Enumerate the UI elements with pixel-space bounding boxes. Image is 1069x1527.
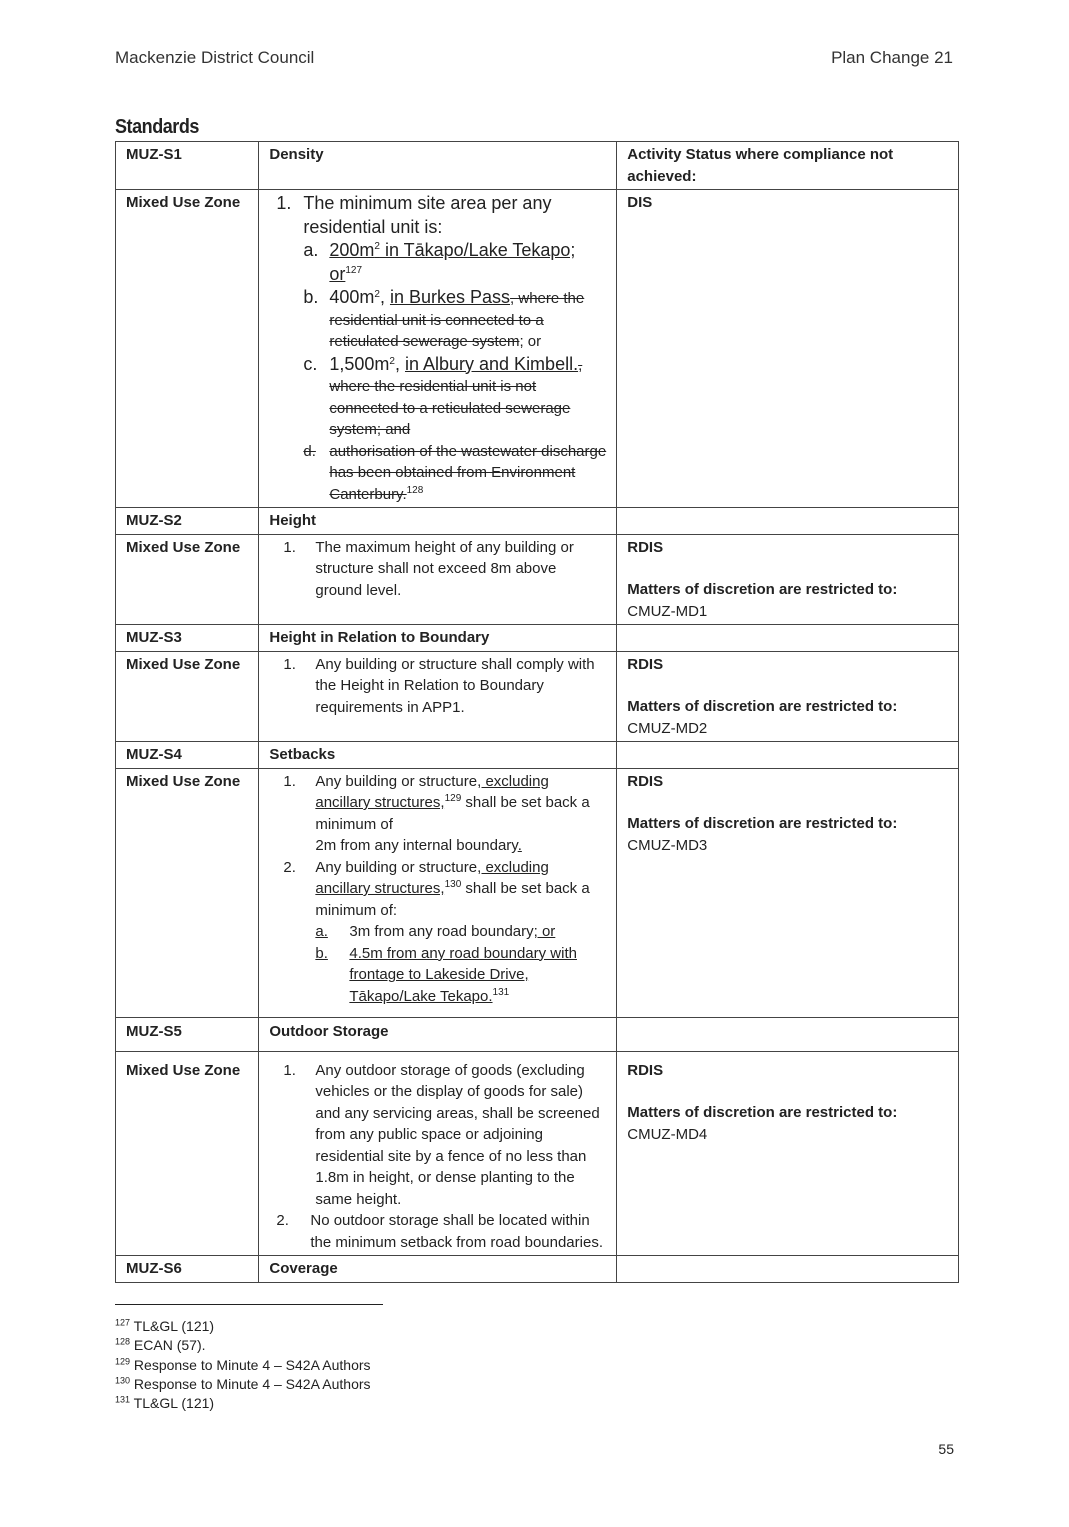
zone-label: Mixed Use Zone [116, 651, 259, 742]
activity-status: RDIS [627, 1061, 664, 1079]
standard-code: MUZ-S1 [116, 142, 259, 190]
footnote-ref: 128 [406, 484, 424, 496]
section-heading: Standards [115, 116, 199, 138]
empty-cell [617, 742, 959, 769]
list-item: 1. Any building or structure, excluding ancillary structures,$^{129}$ shall be set back a minimum of 2m from any internal boundary. [283, 772, 590, 854]
footnote-separator [115, 1304, 383, 1305]
matters-label: Matters of discretion are restricted to: [627, 815, 898, 832]
standard-code: MUZ-S4 [116, 742, 259, 769]
standard-code: MUZ-S5 [116, 1018, 259, 1052]
table-row [116, 1256, 959, 1283]
list-item: a. $200m^2$ in Tākapo/Lake Tekapo; $or^{127}$ [303, 240, 576, 284]
empty-cell [617, 1256, 959, 1283]
standard-code: MUZ-S3 [116, 625, 259, 652]
matters-ref: CMUZ-MD3 [627, 836, 708, 854]
status-cell [617, 651, 959, 742]
footnote: $^{127}$ TL&GL (121) [115, 1317, 215, 1334]
empty-cell [617, 625, 959, 652]
footnote-ref: 127 [345, 264, 363, 276]
list-item: 1. Any outdoor storage of goods (excluding vehicles or the display of goods for sale) and any servicing areas, shall be screened from any public space or adjoining residential site by a fence of no less than 1.8m in height, or dense planting to the same height. [283, 1061, 600, 1208]
list-item: 1. The maximum height of any building or structure shall not exceed 8m above ground level. [283, 538, 574, 599]
standard-title: Coverage [259, 1256, 617, 1283]
footnote: $^{130}$ Response to Minute 4 – S42A Authors [115, 1375, 371, 1392]
standard-title: Outdoor Storage [259, 1018, 617, 1052]
standard-title: Density [259, 142, 617, 190]
status-cell [617, 768, 959, 1018]
footnote: $^{128}$ ECAN (57). [115, 1336, 206, 1354]
standard-code: MUZ-S2 [116, 508, 259, 535]
table-row [116, 742, 959, 769]
standard-title: Height [259, 508, 617, 535]
table-row [116, 142, 959, 190]
matters-label: Matters of discretion are restricted to: [627, 1104, 898, 1121]
list-item: 2. Any building or structure, excluding ancillary structures,$^{130}$ shall be set back a minimum of: [283, 858, 590, 919]
standard-title: Height in Relation to Boundary [259, 625, 617, 652]
footnotes [115, 1317, 371, 1413]
matters-ref: CMUZ-MD1 [627, 602, 708, 620]
list-item: b. $400m^2$, in Burkes Pass, where the residential unit is connected to a reticulated sewerage system; or [303, 287, 585, 350]
table-row [116, 534, 959, 625]
zone-label: Mixed Use Zone [116, 190, 259, 508]
list-item: b. 4.5m from any road boundary with frontage to Lakeside Drive, Tākapo/Lake Tekapo.$^{131}$ [315, 944, 577, 1005]
list-item: c. $1,500m^2$, in Albury and Kimbell., where the residential unit is not connected to a reticulated sewerage system; and [303, 353, 583, 438]
list-item: 2. No outdoor storage shall be located within the minimum setback from road boundaries. [276, 1212, 603, 1251]
footnote-ref: 131 [492, 986, 510, 998]
activity-status: RDIS [627, 538, 664, 556]
matters-label: Matters of discretion are restricted to: [627, 581, 898, 598]
standard-content [259, 534, 617, 625]
status-cell [617, 1051, 959, 1256]
activity-status: DIS [617, 190, 959, 508]
matters-label: Matters of discretion are restricted to: [627, 698, 898, 715]
standard-title: Setbacks [259, 742, 617, 769]
footnote: $^{131}$ TL&GL (121) [115, 1394, 215, 1412]
zone-label: Mixed Use Zone [116, 534, 259, 625]
standard-content [259, 190, 617, 508]
header-plan-change: Plan Change 21 [831, 48, 953, 67]
matters-ref: CMUZ-MD4 [627, 1125, 708, 1143]
table-row [116, 768, 959, 1018]
status-cell [617, 534, 959, 625]
table-row [116, 190, 959, 508]
activity-status: RDIS [627, 772, 664, 790]
list-item: 1. Any building or structure shall comply with the Height in Relation to Boundary requirements in APP1. [283, 655, 595, 716]
matters-ref: CMUZ-MD2 [627, 719, 708, 737]
list-item: 1. The minimum site area per any residential unit is: [276, 193, 552, 237]
empty-cell [617, 1018, 959, 1052]
table-row [116, 651, 959, 742]
table-row [116, 508, 959, 535]
list-item: a. 3m from any road boundary; or [315, 923, 556, 940]
page-number: 55 [938, 1441, 954, 1457]
status-column-header: Activity Status where compliance not achieved: [617, 142, 959, 190]
footnote-ref: 129 [444, 793, 462, 804]
footnote-ref: 130 [444, 879, 462, 890]
footnote: $^{129}$ Response to Minute 4 – S42A Authors [115, 1355, 371, 1373]
activity-status: RDIS [627, 655, 664, 673]
standard-content [259, 1051, 617, 1256]
list-item: d. authorisation of the wastewater discharge has been obtained from Environment Canterbury.$^{128}$ [303, 442, 607, 503]
zone-label: Mixed Use Zone [116, 1051, 259, 1256]
header-council-name: Mackenzie District Council [115, 48, 315, 67]
table-row [116, 1018, 959, 1052]
empty-cell [617, 508, 959, 535]
standard-content [259, 651, 617, 742]
table-row [116, 625, 959, 652]
standard-code: MUZ-S6 [116, 1256, 259, 1283]
zone-label: Mixed Use Zone [116, 768, 259, 1018]
standards-table [115, 141, 959, 1283]
table-row [116, 1051, 959, 1256]
standard-content [259, 768, 617, 1018]
